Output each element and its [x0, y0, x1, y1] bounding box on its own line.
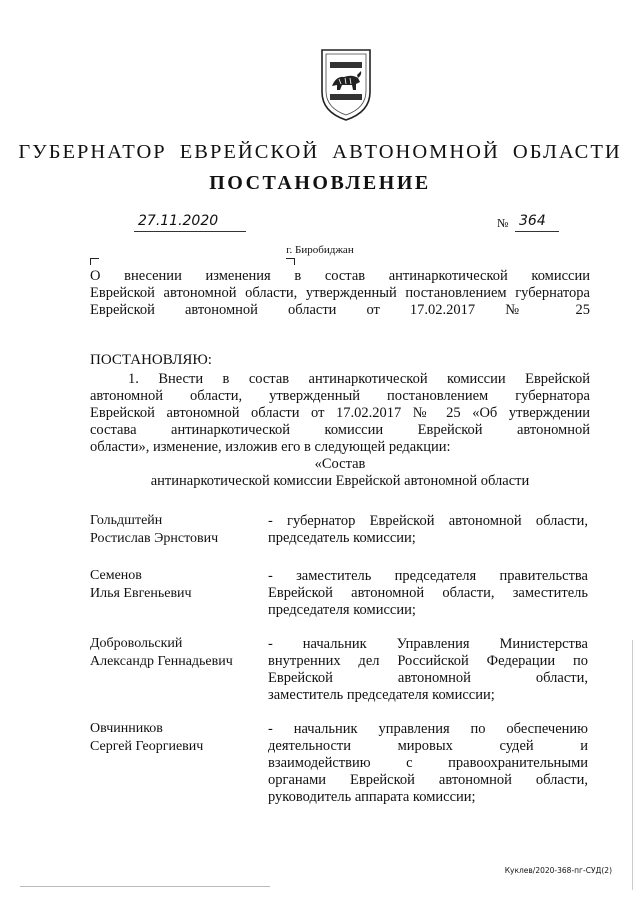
paragraph-line: области», изменение, изложив его в следующей редакции:	[90, 439, 451, 455]
member-name	[90, 635, 260, 671]
title-line: О внесении изменения в состав антинаркотической комиссии	[90, 268, 590, 284]
member-given-name: Илья Евгеньевич	[90, 586, 192, 601]
position-line: органами Еврейской автономной области,	[268, 772, 588, 788]
coat-of-arms-emblem	[312, 42, 380, 124]
position-line: - губернатор Еврейской автономной области,	[268, 513, 588, 529]
scan-edge-line	[20, 886, 270, 887]
document-code: Куклев/2020-368-пг-СУД(2)	[504, 866, 612, 875]
member-position	[268, 721, 588, 806]
paragraph-line: автономной области, утвержденный постановлением губернатора	[90, 388, 590, 404]
position-line: заместитель председателя комиссии;	[268, 687, 495, 703]
title-bracket-left	[90, 258, 99, 265]
position-line: внутренних дел Российской Федерации по	[268, 653, 588, 669]
document-type: ПОСТАНОВЛЕНИЕ	[209, 172, 431, 194]
composition-subheading: антинаркотической комиссии Еврейской автономной области	[150, 473, 530, 489]
position-line: деятельности мировых судей и	[268, 738, 588, 754]
position-line: Еврейской автономной области,	[268, 670, 588, 686]
member-surname: Овчинников	[90, 721, 163, 736]
number-underline	[515, 231, 559, 232]
paragraph-line: 1. Внести в состав антинаркотической комиссии Еврейской	[128, 371, 590, 387]
position-line: председатель комиссии;	[268, 530, 416, 546]
position-line: Еврейской автономной области, заместитель	[268, 585, 588, 601]
city-label: г. Биробиджан	[286, 244, 354, 256]
position-line: руководитель аппарата комиссии;	[268, 789, 476, 805]
member-surname: Гольдштейн	[90, 513, 163, 528]
member-position	[268, 513, 588, 547]
position-line: - начальник Управления Министерства	[268, 636, 588, 652]
document-title	[90, 268, 590, 319]
member-name	[90, 567, 260, 603]
paragraph-line: Еврейской автономной области от 17.02.2017 № 25 «Об утверждении	[90, 405, 590, 421]
member-surname: Добровольский	[90, 636, 183, 651]
position-line: взаимодействию с правоохранительными	[268, 755, 588, 771]
title-line: Еврейской автономной области, утвержденный постановлением губернатора	[90, 285, 590, 301]
date-underline	[134, 231, 246, 232]
date-value: 27.11.2020	[138, 213, 219, 229]
member-name	[90, 720, 260, 756]
title-line: Еврейской автономной области от 17.02.2017 № 25	[90, 302, 590, 318]
position-line: председателя комиссии;	[268, 602, 416, 618]
composition-heading: «Состав	[314, 456, 366, 472]
member-surname: Семенов	[90, 568, 142, 583]
member-name	[90, 512, 260, 548]
member-given-name: Сергей Георгиевич	[90, 739, 204, 754]
issuing-authority: ГУБЕРНАТОР ЕВРЕЙСКОЙ АВТОНОМНОЙ ОБЛАСТИ	[18, 141, 622, 163]
member-position	[268, 568, 588, 619]
title-bracket-right	[286, 258, 295, 265]
decree-paragraph	[90, 371, 590, 490]
number-sign: №	[497, 216, 509, 230]
scan-edge-line	[632, 640, 633, 890]
member-given-name: Александр Геннадьевич	[90, 654, 233, 669]
number-value: 364	[519, 213, 546, 229]
decree-word: ПОСТАНОВЛЯЮ:	[90, 352, 212, 368]
member-given-name: Ростислав Эрнстович	[90, 531, 219, 546]
paragraph-line: состава антинаркотической комиссии Еврейской автономной	[90, 422, 590, 438]
position-line: - заместитель председателя правительства	[268, 568, 588, 584]
position-line: - начальник управления по обеспечению	[268, 721, 588, 737]
member-position	[268, 636, 588, 704]
